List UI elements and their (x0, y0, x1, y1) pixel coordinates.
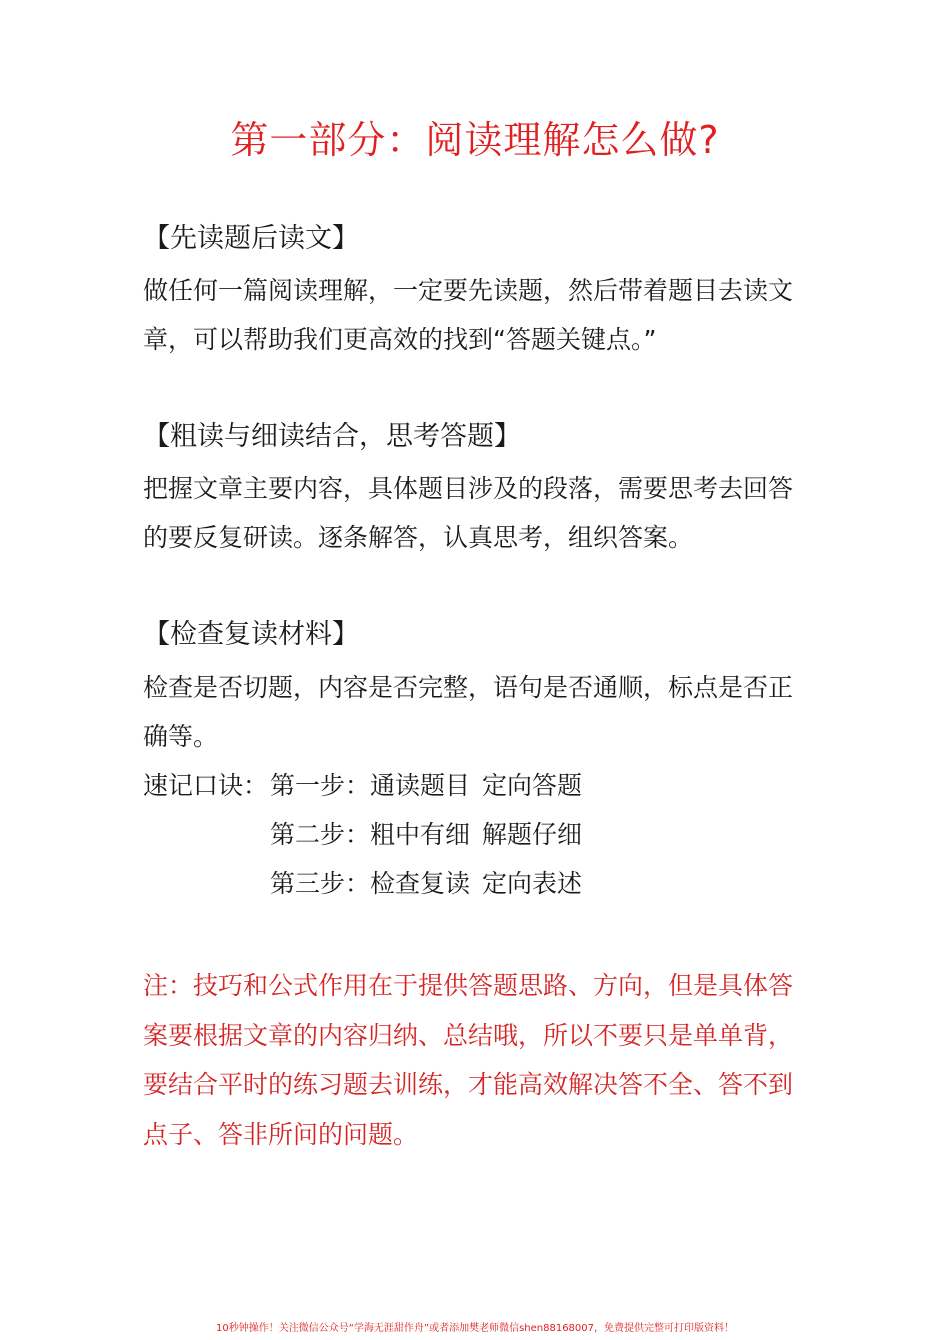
mnemonic-step: 第一步： (270, 771, 371, 800)
mnemonic-step-b: 解题仔细 (482, 820, 583, 849)
mnemonic-row (143, 810, 843, 859)
mnemonic-block (143, 761, 843, 908)
mnemonic-step: 第二步： (270, 820, 371, 849)
page-title: 第一部分：阅读理解怎么做? (230, 118, 720, 162)
section-heading-read-questions-first: 【先读题后读文】 (143, 223, 359, 254)
section-body-read-questions-first: 做任何一篇阅读理解，一定要先读题，然后带着题目去读文章，可以帮助我们更高效的找到“答题关键点。” (143, 276, 794, 354)
section-heading-check-and-reread: 【检查复读材料】 (143, 619, 359, 650)
footer-promo-text: 10秒钟操作！关注微信公众号“学海无涯甜作舟”或者添加樊老师微信shen88168007，免费提供完整可打印版资料！ (215, 1323, 735, 1334)
section-body-skim-and-close-read: 把握文章主要内容，具体题目涉及的段落，需要思考去回答的要反复研读。逐条解答，认真思考，组织答案。 (143, 474, 794, 552)
section-body-check-and-reread: 检查是否切题，内容是否完整，语句是否通顺，标点是否正确等。 (143, 673, 794, 751)
note-paragraph: 注：技巧和公式作用在于提供答题思路、方向，但是具体答案要根据文章的内容归纳、总结哦，所以不要只是单单背，要结合平时的练习题去训练，才能高效解决答不全、答不到点子、答非所问的问题。 (143, 971, 794, 1149)
mnemonic-step-b: 定向表述 (482, 869, 583, 898)
mnemonic-label: 速记口诀： (143, 771, 269, 800)
mnemonic-step-a: 通读题目 (370, 771, 471, 800)
mnemonic-step: 第三步： (270, 869, 371, 898)
mnemonic-step-a: 检查复读 (370, 869, 471, 898)
mnemonic-row (143, 761, 843, 810)
mnemonic-row (143, 859, 843, 908)
mnemonic-step-a: 粗中有细 (370, 820, 471, 849)
mnemonic-step-b: 定向答题 (482, 771, 583, 800)
section-heading-skim-and-close-read: 【粗读与细读结合，思考答题】 (143, 421, 521, 452)
